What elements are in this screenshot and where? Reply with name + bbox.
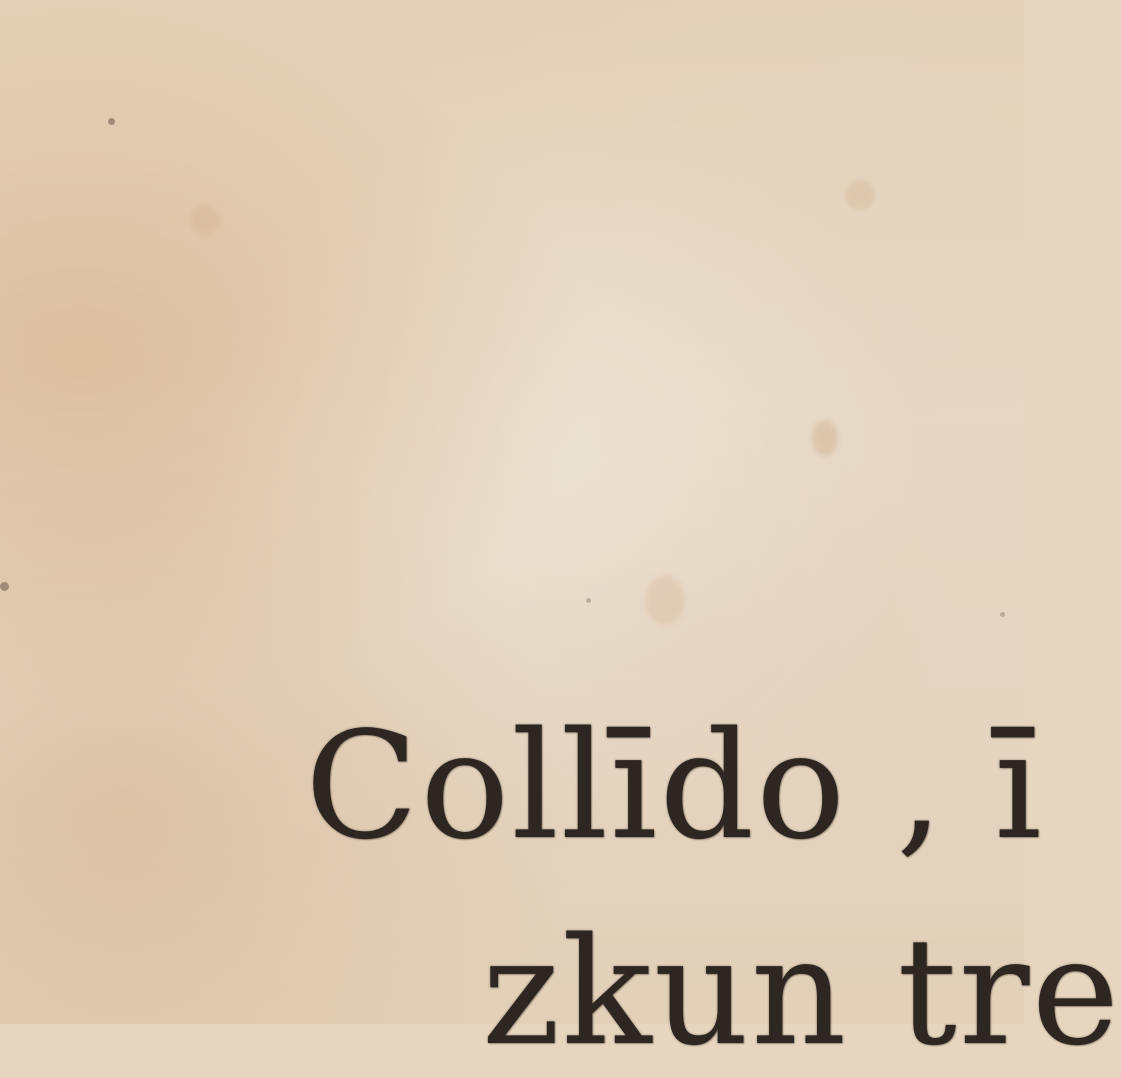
text-line-2: zkun tre [482,906,1121,1078]
ink-speck [108,118,115,125]
ink-speck [1000,612,1005,617]
foxing-stain [190,205,220,235]
foxing-stain [812,420,838,456]
foxing-stain [645,575,685,625]
ink-speck [0,582,9,591]
foxing-stain [845,180,875,210]
ink-speck [586,598,591,603]
text-line-1: Collīdo , ī [305,700,1044,872]
